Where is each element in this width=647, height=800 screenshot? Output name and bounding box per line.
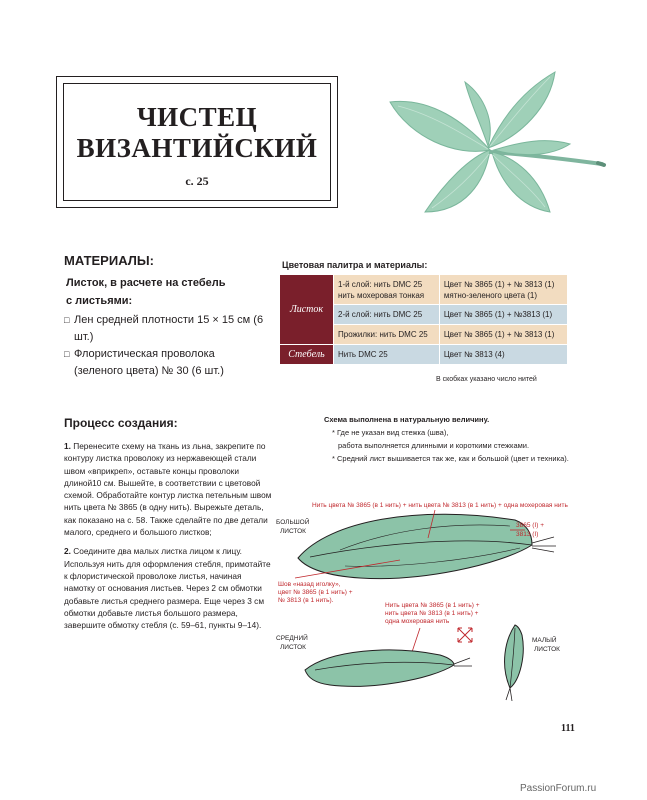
table-cell: Цвет № 3865 (1) + №3813 (1) bbox=[439, 305, 567, 325]
title-box bbox=[56, 76, 338, 208]
list-item bbox=[64, 346, 284, 380]
right-label-2: 3813 (I) bbox=[516, 531, 539, 538]
small-leaf-shape bbox=[505, 625, 524, 688]
step-number: 1. bbox=[64, 441, 71, 451]
material-text bbox=[74, 312, 284, 346]
checkbox-bullet-icon: □ bbox=[64, 349, 70, 359]
process-text bbox=[64, 440, 274, 638]
title-page-ref: с. 25 bbox=[185, 174, 209, 188]
flower-photo bbox=[370, 62, 620, 232]
materials-heading: МАТЕРИАЛЫ: bbox=[64, 253, 154, 268]
diagram-note-line: * Средний лист вышивается так же, как и большой (цвет и техника). bbox=[332, 454, 569, 463]
material-line: (зеленого цвета) № 30 (6 шт.) bbox=[74, 365, 224, 377]
material-text bbox=[74, 346, 284, 380]
step-number: 2. bbox=[64, 546, 71, 557]
medium-leaf-label-1: СРЕДНИЙ bbox=[276, 635, 308, 642]
table-cell: Нить DMC 25 bbox=[334, 345, 440, 365]
list-item bbox=[64, 312, 284, 346]
table-row bbox=[280, 345, 568, 365]
palette-heading: Цветовая палитра и материалы: bbox=[282, 260, 428, 270]
resize-arrows-icon bbox=[458, 628, 472, 642]
materials-sub-line-1: Листок, в расчете на стебель bbox=[66, 277, 226, 289]
big-leaf-label-2: ЛИСТОК bbox=[280, 528, 306, 535]
process-heading: Процесс создания: bbox=[64, 416, 178, 430]
title-line-2: ВИЗАНТИЙСКИЙ bbox=[76, 133, 318, 163]
small-leaf-label-1: МАЛЫЙ bbox=[532, 637, 557, 644]
table-row bbox=[280, 275, 568, 305]
diagram-notes-heading: Схема выполнена в натуральную величину. bbox=[324, 415, 490, 424]
materials-list bbox=[64, 312, 284, 380]
materials-sub-line-2: с листьями: bbox=[66, 295, 133, 307]
big-leaf-label-1: БОЛЬШОЙ bbox=[276, 519, 310, 526]
table-cell: Цвет № 3813 (4) bbox=[439, 345, 567, 365]
right-label-1: 3865 (I) + bbox=[516, 522, 545, 529]
material-line: Лен средней плотности 15 × 15 см (6 шт.) bbox=[74, 314, 264, 343]
palette-note: В скобках указано число нитей bbox=[436, 376, 537, 383]
row-label-leaf: Листок bbox=[280, 275, 334, 345]
table-cell: Прожилки: нить DMC 25 bbox=[334, 325, 440, 345]
mid-label-1: Нить цвета № 3865 (в 1 нить) + bbox=[385, 602, 480, 609]
diagram-notes bbox=[318, 413, 569, 465]
process-step-1 bbox=[64, 440, 274, 538]
seam-label-3: № 3813 (в 1 нить). bbox=[278, 597, 334, 604]
title-inner-frame bbox=[63, 83, 331, 201]
materials-subheading bbox=[66, 274, 286, 310]
mid-label-2: нить цвета № 3813 (в 1 нить) + bbox=[385, 610, 479, 617]
title-line-1: ЧИСТЕЦ bbox=[136, 102, 258, 132]
table-cell: 2-й слой: нить DMC 25 bbox=[334, 305, 440, 325]
material-line: Флористическая проволока bbox=[74, 348, 215, 360]
embroidery-diagram bbox=[270, 490, 600, 705]
watermark: PassionForum.ru bbox=[520, 783, 597, 794]
process-step-2 bbox=[64, 545, 274, 631]
mid-label-3: одна мохеровая нить bbox=[385, 618, 450, 625]
palette-table bbox=[279, 274, 568, 365]
diagram-note-line: * Где не указан вид стежка (шва), bbox=[332, 428, 449, 437]
table-cell: Цвет № 3865 (1) + № 3813 (1) bbox=[439, 325, 567, 345]
row-label-stem: Стебель bbox=[280, 345, 334, 365]
step-text: Соедините два малых листка лицом к лицу. Используя нить для оформления стебля, примотайте к флористической проволоке листья, начиная намотку от основания листьев. Через 2 см обмотки добавьте листья среднего размера. Еще через 3 см обмотки добавьте листья большого размера, завершите обмотку стебля (с. 59–61, пункты 9–14). bbox=[64, 546, 271, 631]
table-cell: 1-й слой: нить DMC 25 нить мохеровая тонкая bbox=[334, 275, 440, 305]
page-number: 111 bbox=[561, 723, 575, 734]
checkbox-bullet-icon: □ bbox=[64, 315, 70, 325]
table-cell: Цвет № 3865 (1) + № 3813 (1) мятно-зеленого цвета (1) bbox=[439, 275, 567, 305]
diagram-note-line: работа выполняется длинными и короткими стежками. bbox=[338, 441, 530, 450]
seam-label-2: цвет № 3865 (в 1 нить) + bbox=[278, 589, 353, 596]
big-leaf-shape bbox=[298, 514, 532, 578]
diagram-top-label: Нить цвета № 3865 (в 1 нить) + нить цвета № 3813 (в 1 нить) + одна мохеровая нить bbox=[312, 502, 568, 509]
medium-leaf-label-2: ЛИСТОК bbox=[280, 644, 306, 651]
small-leaf-label-2: ЛИСТОК bbox=[534, 646, 560, 653]
step-text: Перенесите схему на ткань из льна, закрепите по контуру листка проволоку из нержавеющей стали швом «вприкреп», оставьте концы проволоки длиной10 см. Вышейте, в соответствии с цветовой схемой. Обработайте контур листка петельным швом нить цвета № 3865 (в одну нить). Вырежьте деталь, как показано на с. 58. Также сделайте по две детали малого, среднего и большого листков; bbox=[64, 441, 272, 538]
seam-label-1: Шов «назад иголку», bbox=[278, 581, 341, 588]
